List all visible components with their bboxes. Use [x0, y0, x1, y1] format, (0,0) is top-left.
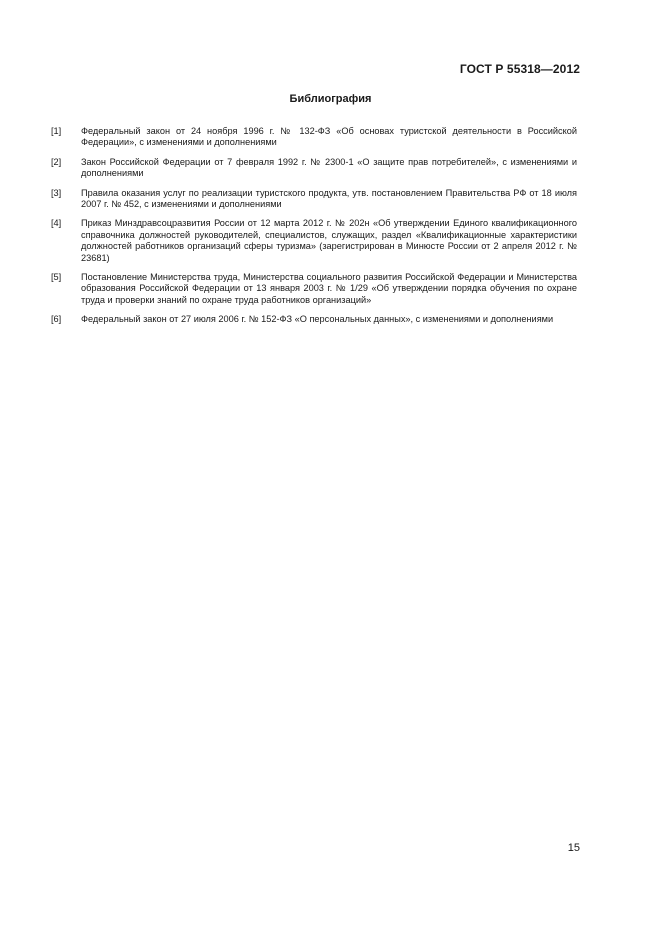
reference-number: [2]	[51, 156, 62, 167]
page-number: 15	[567, 842, 580, 854]
reference-item	[51, 272, 577, 306]
reference-text: Федеральный закон от 24 ноября 1996 г. № 132-ФЗ «Об основах туристской деятельности в Российской Федерации», с изменениями и дополнениями	[81, 126, 577, 148]
reference-item	[51, 314, 577, 325]
document-id-header: ГОСТ Р 55318—2012	[459, 62, 580, 76]
reference-number: [4]	[51, 218, 62, 229]
reference-text: Федеральный закон от 27 июля 2006 г. № 152-ФЗ «О персональных данных», с изменениями и дополнениями	[81, 314, 554, 325]
reference-item	[51, 157, 577, 180]
reference-item	[51, 126, 577, 149]
reference-item	[51, 218, 577, 264]
reference-number: [1]	[51, 126, 62, 136]
reference-text: Закон Российской Федерации от 7 февраля 1992 г. № 2300-1 «О защите прав потребителей», с изменениями и дополнениями	[81, 156, 577, 179]
reference-number: [5]	[51, 272, 62, 283]
reference-number: [3]	[51, 187, 62, 198]
reference-text: Правила оказания услуг по реализации туристского продукта, утв. постановлением Правительства РФ от 18 июля 2007 г. № 452, с изменениями и дополнениями	[81, 187, 577, 210]
reference-number: [6]	[51, 314, 62, 325]
reference-text: Приказ Минздравсоцразвития России от 12 марта 2012 г. № 202н «Об утверждении Единого квалификационного справочника должностей руководителей, специалистов, служащих, раздел «Квалификационные характеристики должностей работников организаций сферы туризма» (зарегистрирован в Минюсте России от 2 апреля 2012 г. № 23681)	[81, 218, 577, 263]
reference-text: Постановление Министерства труда, Министерства социального развития Российской Федерации и Министерства образования Российской Федерации от 13 января 2003 г. № 1/29 «Об утверждении порядка обучения по охране труда и проверки знаний по охране труда работников организаций»	[81, 272, 577, 305]
reference-item	[51, 188, 577, 211]
bibliography-title: Библиография	[289, 93, 372, 105]
reference-list	[51, 126, 577, 334]
